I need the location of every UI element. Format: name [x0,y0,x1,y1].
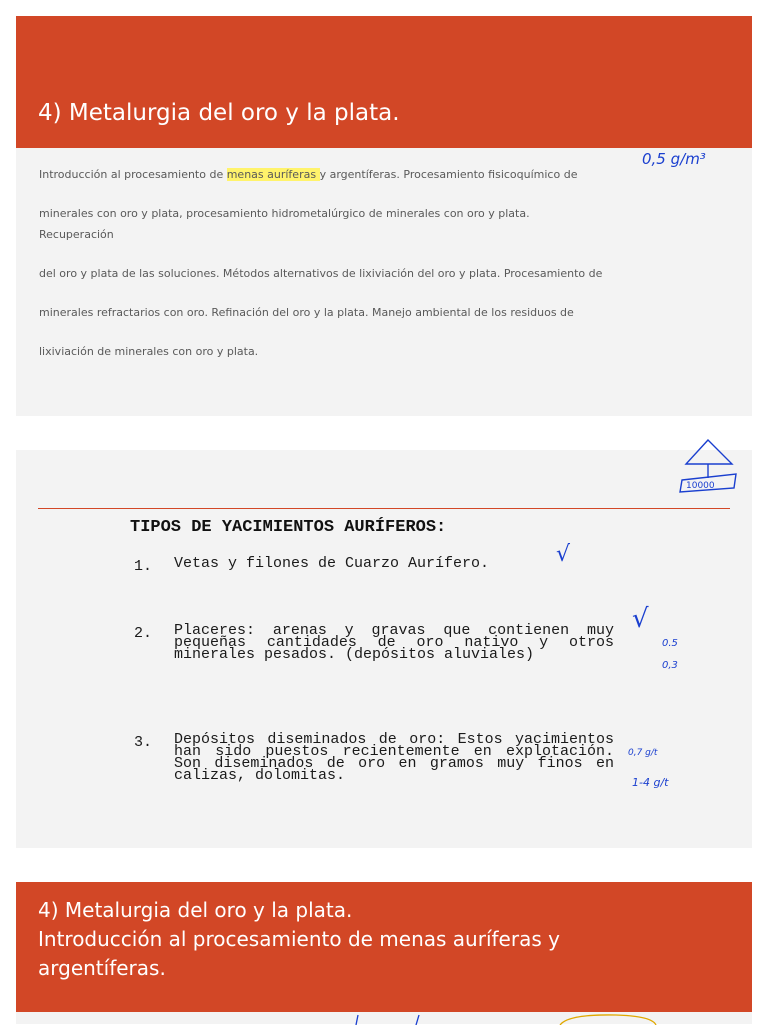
slide-3 [16,882,752,1024]
slide-3-body-strip [16,1012,752,1024]
paragraph-line-2: minerales con oro y plata, procesamiento hidrometalúrgico de minerales con oro y plata. [39,207,530,220]
paragraph-line-6: lixiviación de minerales con oro y plata. [39,345,259,358]
paragraph-line-1 [39,166,577,184]
slide-2 [16,450,752,848]
list-item-text: Placeres: arenas y gravas que contienen muy pequeñas cantidades de oro nativo y otros minerales pesados. (depósitos aluviales) [174,622,614,663]
sketch-label: 10000 [686,481,715,491]
highlighted-text: menas auríferas [226,168,320,181]
checkmark-icon: √ [632,604,649,634]
slide-1-title-banner [16,16,752,148]
sketch-pyramid-icon [672,436,744,506]
handwritten-note: 0.5 [662,638,678,649]
handwritten-marks-icon [16,1013,752,1025]
paragraph-line-5: minerales refractarios con oro. Refinación del oro y la plata. Manejo ambiental de los residuos de [39,306,574,319]
text-span: Introducción al procesamiento de [39,168,227,181]
paragraph-line-3: Recuperación [39,228,114,241]
title-line-3: argentíferas. [38,956,166,980]
list-item [134,731,614,806]
paragraph-line-4: del oro y plata de las soluciones. Métodos alternativos de lixiviación del oro y plata. Procesamiento de [39,267,603,280]
list-item [134,622,614,685]
handwritten-note: 1-4 g/t [632,776,669,789]
handwritten-note: 0,3 [662,660,678,671]
handwritten-note: 0,7 g/t [628,748,658,758]
slide-1 [16,16,752,416]
divider-line [38,508,730,509]
title-line-2: Introducción al procesamiento de menas auríferas y [38,927,560,951]
title-line-1: 4) Metalurgia del oro y la plata. [38,898,353,922]
checkmark-icon: √ [556,542,571,567]
list-item-text: Depósitos diseminados de oro: Estos yacimientos han sido puestos recientemente en explotación. Son diseminados de oro en gramos muy finos en calizas, dolomitas. [174,731,614,784]
list-item-text: Vetas y filones de Cuarzo Aurífero. [174,555,490,572]
list-item-number: 2. [134,625,153,642]
handwritten-note: 0,5 g/m³ [642,150,706,168]
list-item [134,555,614,578]
slide-3-title [38,896,718,983]
slide-1-title: 4) Metalurgia del oro y la plata. [38,100,400,126]
text-span: y argentíferas. Procesamiento fisicoquímico de [319,168,578,181]
section-heading: TIPOS DE YACIMIENTOS AURÍFEROS: [130,518,447,537]
list-item-number: 1. [134,558,153,575]
list-item-number: 3. [134,734,153,751]
